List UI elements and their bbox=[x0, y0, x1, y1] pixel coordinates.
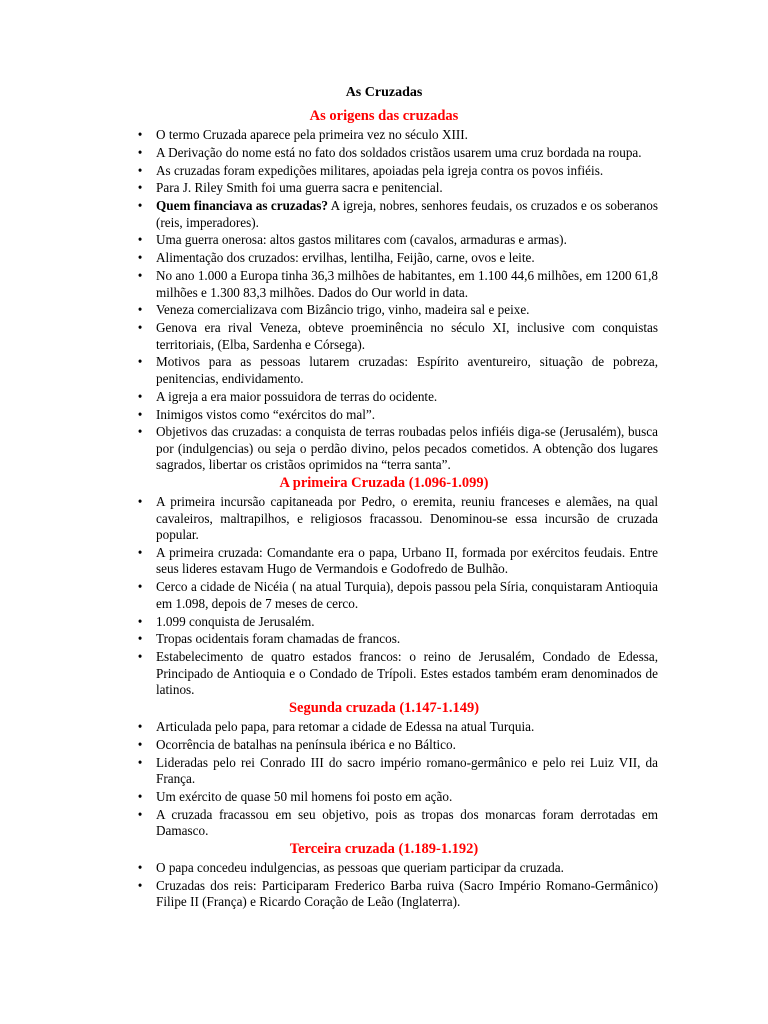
list-item bbox=[137, 631, 658, 648]
list-item-text: Objetivos das cruzadas: a conquista de terras roubadas pelos infiéis diga-se (Jerusalém), busca por (indulgencias) ou seja o perdão divino, pelos pecados cometidos. A obtenção dos lugares sagrados, libertar os cristãos oprimidos na “terra santa”. bbox=[156, 424, 658, 473]
list-item-text: Para J. Riley Smith foi uma guerra sacra e penitencial. bbox=[156, 180, 443, 196]
list-item-text: Estabelecimento de quatro estados francos: o reino de Jerusalém, Condado de Edessa, Principado de Antioquia e o Condado de Trípoli. Estes estados também eram denominados de latinos. bbox=[156, 649, 658, 698]
bullet-icon: • bbox=[137, 494, 143, 510]
bullet-list bbox=[137, 127, 658, 474]
list-item bbox=[137, 302, 658, 319]
section-heading: Segunda cruzada (1.147-1.149) bbox=[288, 699, 480, 716]
bullet-icon: • bbox=[137, 877, 143, 893]
bullet-list bbox=[137, 494, 658, 698]
list-item bbox=[137, 127, 658, 144]
list-item bbox=[137, 424, 658, 474]
list-item-text: A igreja a era maior possuidora de terras do ocidente. bbox=[156, 388, 438, 404]
list-item bbox=[137, 859, 658, 877]
list-item bbox=[137, 754, 658, 788]
list-item bbox=[137, 579, 658, 612]
bullet-icon: • bbox=[137, 406, 143, 422]
list-item-text: A primeira cruzada: Comandante era o papa, Urbano II, formada por exércitos feudais. Entre seus lideres estavam Hugo de Vermandois e Godofredo de Bulhão. bbox=[156, 544, 658, 577]
list-item bbox=[137, 494, 658, 544]
list-item-text: A igreja, nobres, senhores feudais, os cruzados e os soberanos (reis, imperadores). bbox=[156, 198, 658, 230]
list-item-text: A cruzada fracassou em seu objetivo, pois as tropas dos monarcas foram derrotadas em Damasco. bbox=[156, 806, 658, 839]
section-heading: As origens das cruzadas bbox=[309, 108, 459, 124]
document-title: As Cruzadas bbox=[345, 85, 423, 100]
list-item bbox=[137, 544, 658, 578]
bullet-icon: • bbox=[137, 788, 143, 804]
list-item-text: A Derivação do nome está no fato dos soldados cristãos usarem uma cruz bordada na roupa. bbox=[156, 144, 642, 160]
section-heading: Terceira cruzada (1.189-1.192) bbox=[289, 840, 479, 857]
list-item-text: Alimentação dos cruzados: ervilhas, lentilha, Feijão, carne, ovos e leite. bbox=[156, 250, 535, 266]
bullet-icon: • bbox=[137, 544, 143, 560]
list-item bbox=[137, 736, 658, 754]
list-item-text: Articulada pelo papa, para retomar a cidade de Edessa na atual Turquia. bbox=[156, 718, 535, 734]
list-item-text: Ocorrência de batalhas na península ibérica e no Báltico. bbox=[156, 736, 456, 752]
list-item bbox=[137, 718, 658, 736]
bullet-icon: • bbox=[137, 388, 143, 404]
list-item bbox=[137, 250, 658, 267]
bullet-icon: • bbox=[137, 806, 143, 822]
bullet-icon: • bbox=[137, 180, 143, 196]
list-item-text: Um exército de quase 50 mil homens foi posto em ação. bbox=[156, 788, 453, 804]
list-item bbox=[137, 320, 658, 353]
list-item bbox=[137, 649, 658, 699]
list-item-text: Veneza comercializava com Bizâncio trigo, vinho, madeira sal e peixe. bbox=[156, 302, 530, 318]
list-item-text: Inimigos vistos como “exércitos do mal”. bbox=[156, 406, 376, 422]
section-heading: A primeira Cruzada (1.096-1.099) bbox=[279, 475, 489, 492]
bullet-icon: • bbox=[137, 579, 143, 595]
list-item-lead: Quem financiava as cruzadas? bbox=[156, 198, 329, 214]
bullet-icon: • bbox=[137, 162, 143, 178]
list-item bbox=[137, 268, 658, 301]
list-item bbox=[137, 198, 658, 231]
bullet-icon: • bbox=[137, 354, 143, 370]
bullet-list bbox=[137, 859, 658, 911]
bullet-icon: • bbox=[137, 198, 143, 214]
list-item-text: Cerco a cidade de Nicéia ( na atual Turquia), depois passou pela Síria, conquistaram Antioquia em 1.098, depois de 7 meses de cerco. bbox=[156, 579, 658, 611]
bullet-icon: • bbox=[137, 649, 143, 665]
bullet-icon: • bbox=[137, 859, 143, 875]
bullet-icon: • bbox=[137, 250, 143, 266]
list-item bbox=[137, 180, 658, 197]
list-item-text: O termo Cruzada aparece pela primeira vez no século XIII. bbox=[156, 127, 468, 142]
document-body bbox=[0, 108, 768, 911]
list-item-text: 1.099 conquista de Jerusalém. bbox=[156, 613, 315, 629]
list-item-text: Uma guerra onerosa: altos gastos militares com (cavalos, armaduras e armas). bbox=[156, 232, 567, 248]
list-item-text: O papa concedeu indulgencias, as pessoas que queriam participar da cruzada. bbox=[156, 859, 564, 875]
list-item bbox=[137, 354, 658, 387]
bullet-icon: • bbox=[137, 232, 143, 248]
list-item bbox=[137, 788, 658, 806]
bullet-icon: • bbox=[137, 302, 143, 318]
list-item-text: Genova era rival Veneza, obteve proeminência no século XI, inclusive com conquistas territoriais, (Elba, Sardenha e Córsega). bbox=[156, 320, 658, 352]
bullet-icon: • bbox=[137, 144, 143, 160]
list-item bbox=[137, 613, 658, 631]
list-item bbox=[137, 144, 658, 162]
list-item bbox=[137, 388, 658, 406]
bullet-icon: • bbox=[137, 127, 143, 142]
list-item-text: No ano 1.000 a Europa tinha 36,3 milhões de habitantes, em 1.100 44,6 milhões, em 1200 61,8 milhões e 1.300 83,3 milhões. Dados do Our world in data. bbox=[156, 268, 658, 300]
bullet-list bbox=[137, 718, 658, 840]
list-item bbox=[137, 406, 658, 424]
bullet-icon: • bbox=[137, 320, 143, 336]
list-item-text: As cruzadas foram expedições militares, apoiadas pela igreja contra os povos infiéis. bbox=[156, 162, 604, 178]
list-item-text: Motivos para as pessoas lutarem cruzadas: Espírito aventureiro, situação de pobreza, penitencias, endividamento. bbox=[156, 354, 658, 386]
list-item bbox=[137, 806, 658, 840]
bullet-icon: • bbox=[137, 736, 143, 752]
list-item bbox=[137, 232, 658, 249]
list-item bbox=[137, 877, 658, 911]
bullet-icon: • bbox=[137, 424, 143, 440]
list-item-text: Cruzadas dos reis: Participaram Frederico Barba ruiva (Sacro Império Romano-Germânico) Filipe II (França) e Ricardo Coração de Leão (Inglaterra). bbox=[156, 877, 658, 910]
bullet-icon: • bbox=[137, 613, 143, 629]
list-item bbox=[137, 162, 658, 180]
bullet-icon: • bbox=[137, 754, 143, 770]
bullet-icon: • bbox=[137, 631, 143, 647]
bullet-icon: • bbox=[137, 718, 143, 734]
document-page bbox=[0, 84, 768, 912]
bullet-icon: • bbox=[137, 268, 143, 284]
list-item-text: Tropas ocidentais foram chamadas de francos. bbox=[156, 631, 401, 647]
list-item-text: Lideradas pelo rei Conrado III do sacro império romano-germânico e pelo rei Luiz VII, da França. bbox=[156, 754, 658, 787]
list-item-text: A primeira incursão capitaneada por Pedro, o eremita, reuniu franceses e alemães, na qual cavaleiros, maltrapilhos, e religiosos fracassou. Denominou-se essa incursão de cruzada popular. bbox=[156, 494, 658, 543]
